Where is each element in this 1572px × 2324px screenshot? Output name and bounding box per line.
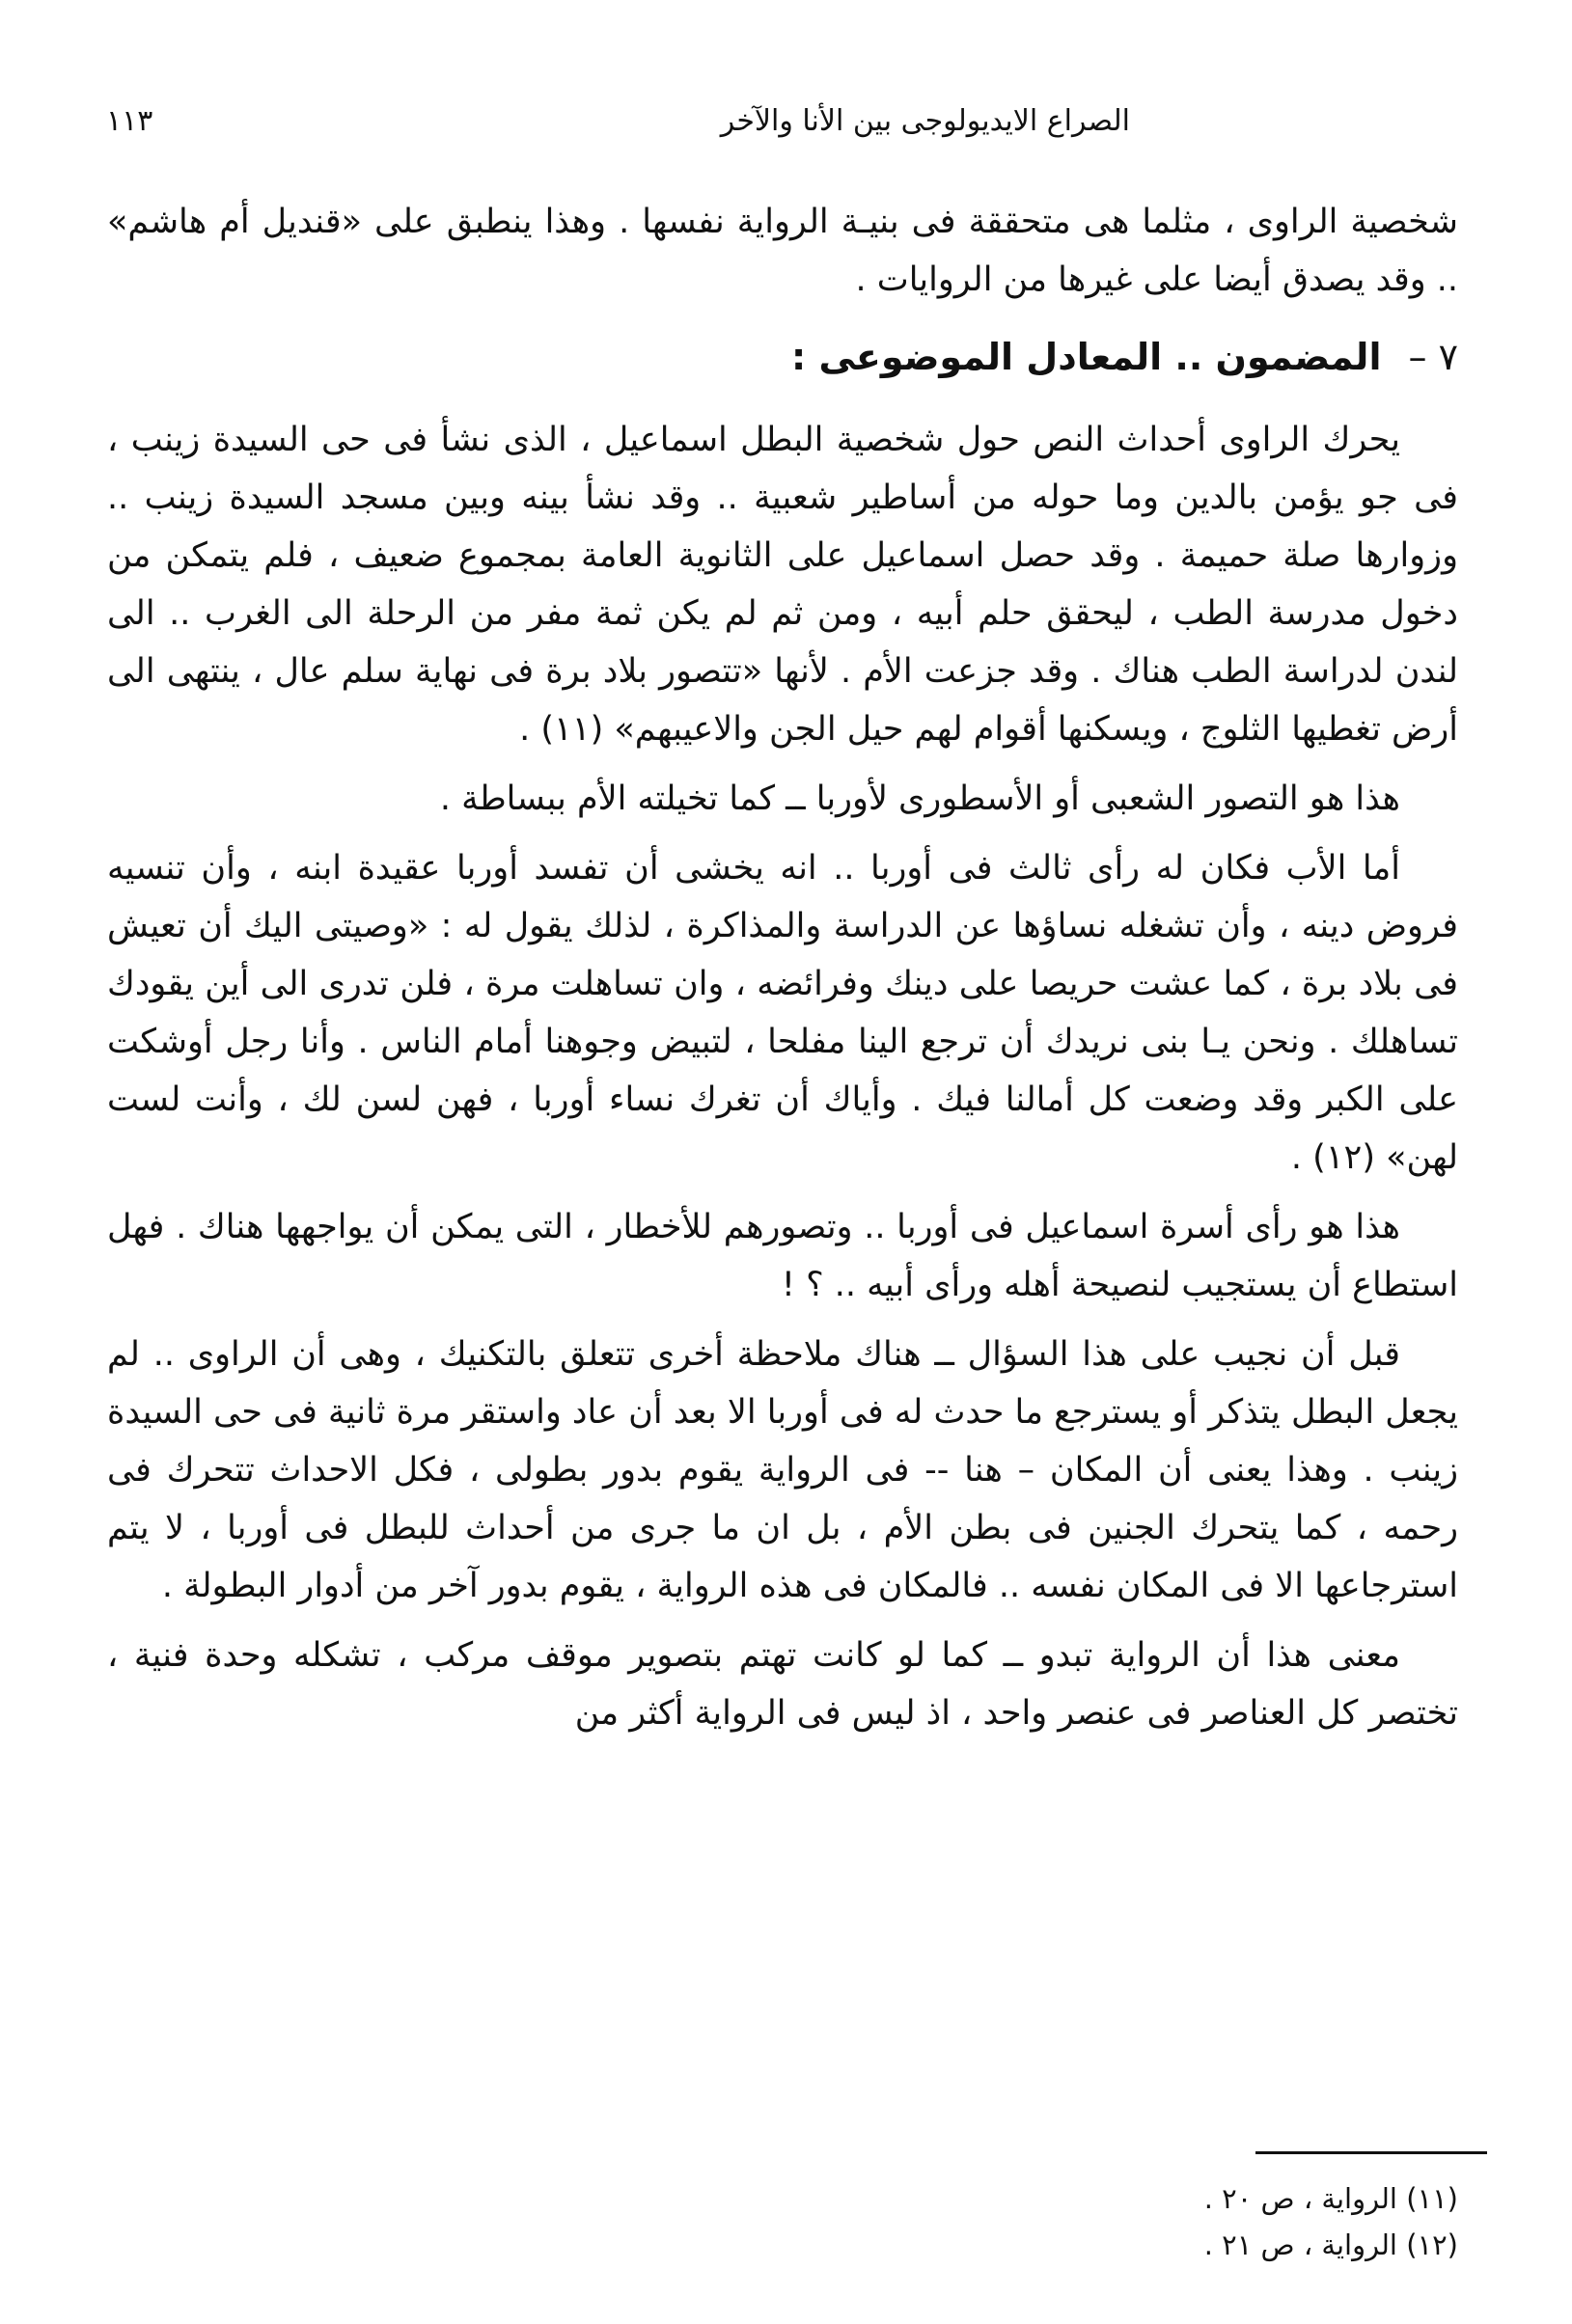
- footnotes: [783, 2175, 1458, 2268]
- running-header: [106, 96, 1458, 145]
- body-text: [107, 193, 1458, 1754]
- section-heading: [107, 328, 1458, 386]
- running-title: الصراع الايديولوجى بين الأنا والآخر: [720, 103, 1130, 138]
- footnote-divider: [1255, 2151, 1487, 2154]
- paragraph-4: هذا هو رأى أسرة اسماعيل فى أوربا .. وتصورهم للأخطار ، التى يمكن أن يواجهها هناك . فهل استطاع أن يستجيب لنصيحة أهله ورأى أبيه .. ؟ !: [107, 1208, 1458, 1304]
- section-title: المضمون .. المعادل الموضوعى :: [791, 336, 1382, 378]
- paragraph-2: هذا هو التصور الشعبى أو الأسطورى لأوربا ــ كما تخيلته الأم ببساطة .: [439, 779, 1400, 818]
- footnote-11: (١١) الرواية ، ص ٢٠ .: [1203, 2182, 1458, 2215]
- paragraph-6: معنى هذا أن الرواية تبدو ــ كما لو كانت تهتم بتصوير موقف مركب ، تشكله وحدة فنية ، تختصر كل العناصر فى عنصر واحد ، اذ ليس فى الرواية أكثر من: [107, 1636, 1458, 1733]
- footnote-12: (١٢) الرواية ، ص ٢١ .: [1203, 2228, 1458, 2261]
- page-number: ١١٣: [106, 103, 153, 138]
- paragraph-3: أما الأب فكان له رأى ثالث فى أوربا .. انه يخشى أن تفسد أوربا عقيدة ابنه ، وأن تنسيه فروض دينه ، وأن تشغله نساؤها عن الدراسة والمذاكرة ، لذلك يقول له : «وصيتى اليك أن تعيش فى بلاد برة ، كما عشت حريصا على دينك وفرائضه ، وان تساهلت مرة ، فلن تدرى الى أين يقودك تساهلك . ونحن يـا بنى نريدك أن ترجع الينا مفلحا ، لتبيض وجوهنا أمام الناس . وأنا رجل أوشكت على الكبر وقد وضعت كل أمالنا فيك . وأياك أن تغرك نساء أوربا ، فهن لسن لك ، وأنت لست لهن» (١٢) .: [107, 849, 1458, 1177]
- section-number: ٧ –: [1408, 336, 1458, 378]
- paragraph-1: يحرك الراوى أحداث النص حول شخصية البطل اسماعيل ، الذى نشأ فى حى السيدة زينب ، فى جو يؤمن بالدين وما حوله من أساطير شعبية .. وقد نشأ بينه وبين مسجد السيدة زينب .. وزوارها صلة حميمة . وقد حصل اسماعيل على الثانوية العامة بمجموع ضعيف ، فلم يتمكن من دخول مدرسة الطب ، ليحقق حلم أبيه ، ومن ثم لم يكن ثمة مفر من الرحلة الى الغرب .. الى لندن لدراسة الطب هناك . وقد جزعت الأم . لأنها «تتصور بلاد برة فى نهاية سلم عال ، ينتهى الى أرض تغطيها الثلوج ، ويسكنها أقوام لهم حيل الجن والاعيبهم» (١١) .: [107, 421, 1458, 749]
- paragraph-5: قبل أن نجيب على هذا السؤال ــ هناك ملاحظة أخرى تتعلق بالتكنيك ، وهى أن الراوى .. لم يجعل البطل يتذكر أو يسترجع ما حدث له فى أوربا الا بعد أن عاد واستقر مرة ثانية فى حى السيدة زينب . وهذا يعنى أن المكان – هنا -- فى الرواية يقوم بدور بطولى ، فكل الاحداث تتحرك فى رحمه ، كما يتحرك الجنين فى بطن الأم ، بل ان ما جرى من أحداث للبطل فى أوربا ، لا يتم استرجاعها الا فى المكان نفسه .. فالمكان فى هذه الرواية ، يقوم بدور آخر من أدوار البطولة .: [107, 1335, 1458, 1605]
- paragraph-opening: شخصية الراوى ، مثلما هى متحققة فى بنيـة الرواية نفسها . وهذا ينطبق على «قنديل أم هاشم» .. وقد يصدق أيضا على غيرها من الروايات .: [107, 203, 1458, 299]
